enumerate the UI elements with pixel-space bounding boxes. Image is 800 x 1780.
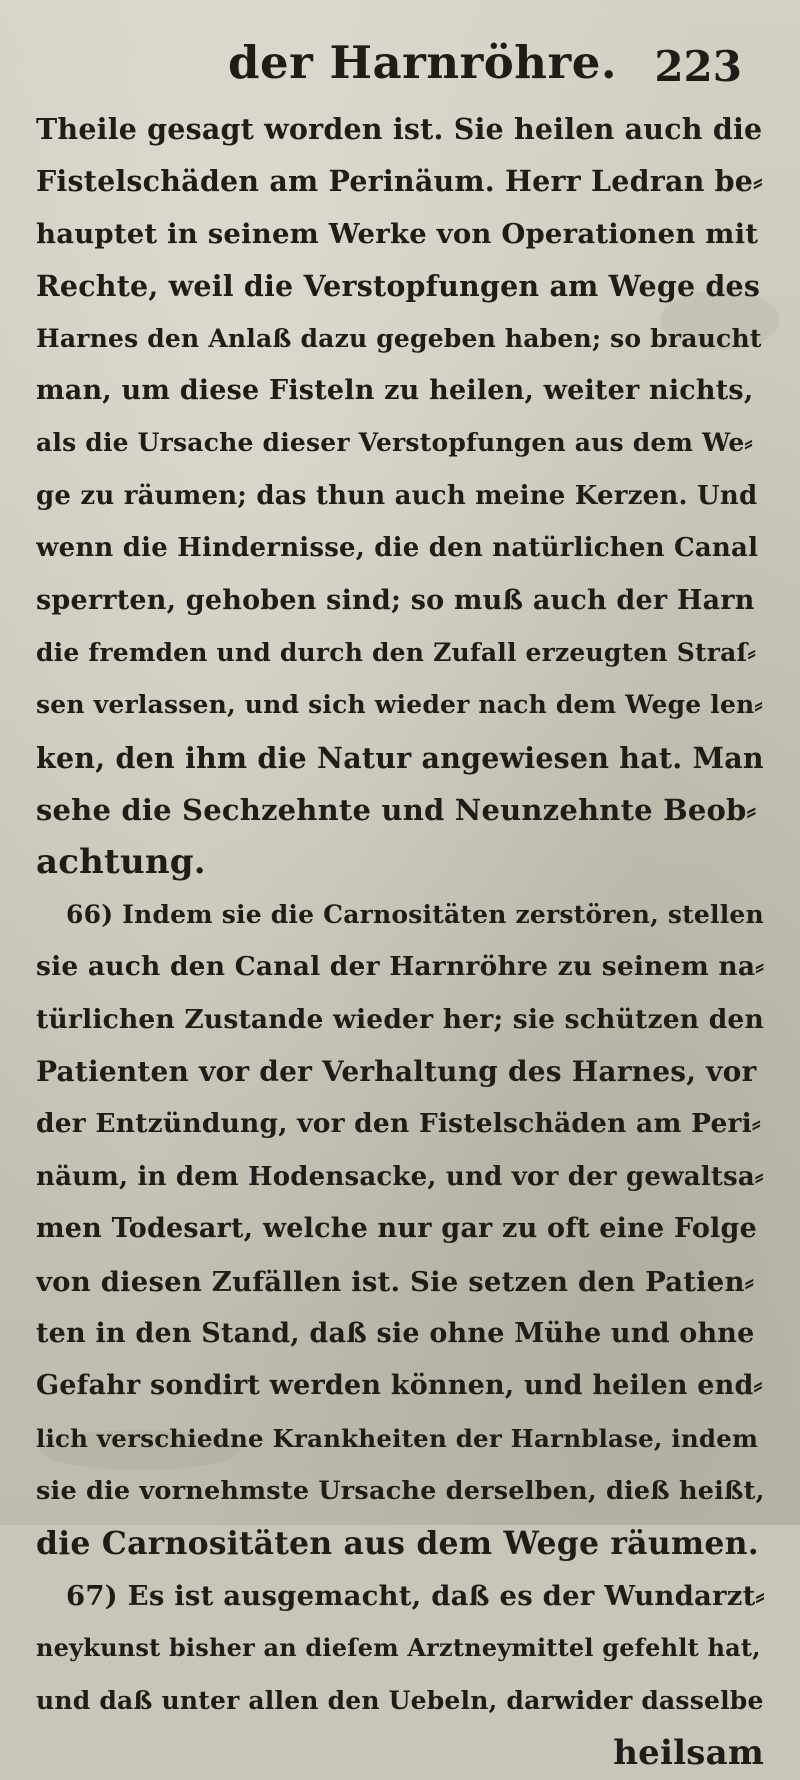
text-line: hauptet in seinem Werke von Operationen mit <box>36 217 759 250</box>
text-line: Patienten vor der Verhaltung des Harnes, vor <box>36 1055 757 1089</box>
page-header <box>0 36 800 96</box>
text-line: man, um diese Fisteln zu heilen, weiter nichts, <box>36 374 754 406</box>
text-line: Gefahr sondirt werden können, und heilen end⸗ <box>36 1370 763 1402</box>
paragraph-start-line: 66) Indem sie die Carnositäten zerstören, stellen <box>66 899 764 929</box>
text-line: men Todesart, welche nur gar zu oft eine Folge <box>36 1213 757 1245</box>
text-line: sie die vornehmste Ursache derselben, dieß heißt, <box>36 1476 765 1507</box>
text-line: Theile gesagt worden ist. Sie heilen auch die <box>36 112 763 146</box>
text-line: näum, in dem Hodensacke, und vor der gewaltsa⸗ <box>36 1161 764 1192</box>
text-line: der Entzündung, vor den Fistelschäden am Peri⸗ <box>36 1108 761 1140</box>
text-line: die fremden und durch den Zufall erzeugten Straſ⸗ <box>36 637 756 667</box>
catchword: heilsam <box>613 1733 764 1774</box>
text-line: Harnes den Anlaß dazu gegeben haben; so braucht <box>36 323 762 353</box>
text-line: ten in den Stand, daß sie ohne Mühe und ohne <box>36 1317 755 1349</box>
text-line: als die Ursache dieser Verstopfungen aus dem We⸗ <box>36 428 753 458</box>
text-line: türlichen Zustande wieder her; sie schützen den <box>36 1003 764 1035</box>
text-line: neykunst bisher an dieſem Arztneymittel gefehlt hat, <box>36 1633 761 1663</box>
text-line: ge zu räumen; das thun auch meine Kerzen. Und <box>36 480 758 511</box>
text-line: die Carnositäten aus dem Wege räumen. <box>36 1524 759 1562</box>
text-line: wenn die Hindernisse, die den natürlichen Canal <box>36 533 759 564</box>
text-line: Fistelschäden am Perinäum. Herr Ledran be⸗ <box>36 164 763 199</box>
text-line: achtung. <box>36 842 206 883</box>
text-line: lich verschiedne Krankheiten der Harnblase, indem <box>36 1423 759 1453</box>
running-head: der Harnröhre. <box>228 36 618 89</box>
text-line: sen verlassen, und sich wieder nach dem Wege len⸗ <box>36 690 763 720</box>
text-line: Rechte, weil die Verstopfungen am Wege des <box>36 269 761 304</box>
page-number: 223 <box>654 42 742 91</box>
text-line: und daß unter allen den Uebeln, darwider dasselbe <box>36 1685 764 1715</box>
paragraph-start-line: 67) Es ist ausgemacht, daß es der Wundarzt⸗ <box>66 1579 765 1612</box>
text-line: ken, den ihm die Natur angewiesen hat. Man <box>36 740 764 775</box>
text-line: sie auch den Canal der Harnröhre zu seinem na⸗ <box>36 951 765 983</box>
text-line: von diesen Zufällen ist. Sie setzen den Patien⸗ <box>36 1265 755 1298</box>
body-text <box>36 103 766 1780</box>
text-line: sehe die Sechzehnte und Neunzehnte Beob⸗ <box>36 793 757 828</box>
text-line: sperrten, gehoben sind; so muß auch der Harn <box>36 584 755 616</box>
